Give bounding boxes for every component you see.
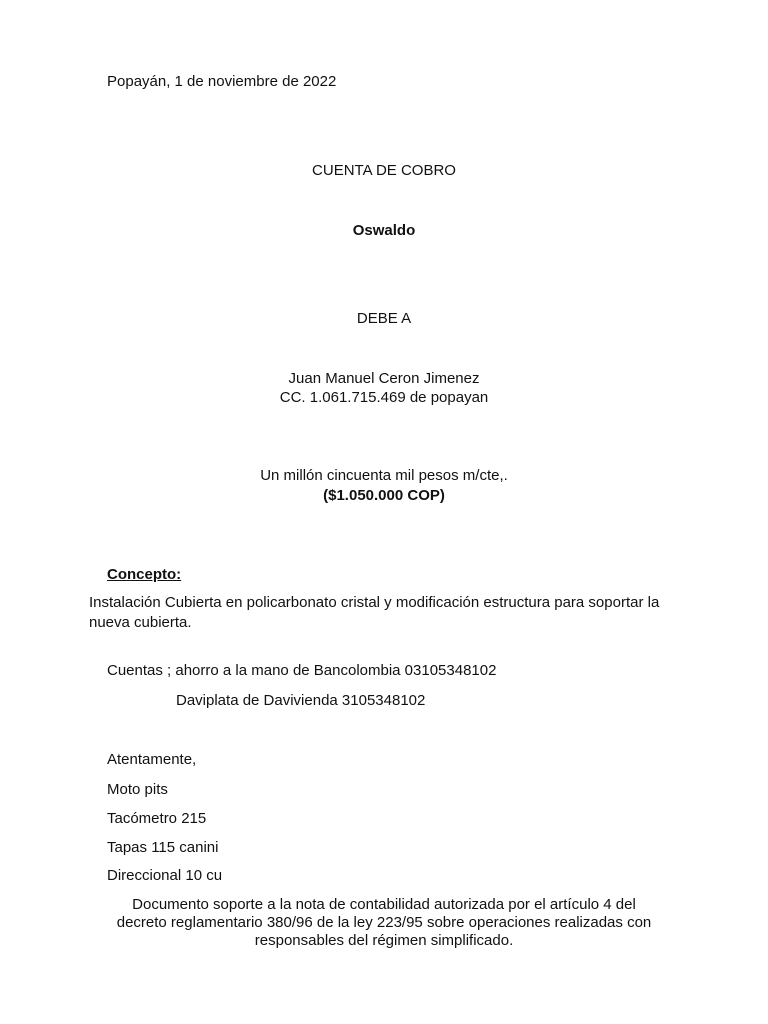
- closing-item: Tapas 115 canini: [107, 839, 219, 856]
- owes-to-label: DEBE A: [356, 310, 412, 327]
- place-date: Popayán, 1 de noviembre de 2022: [107, 73, 337, 90]
- debtor-name: Oswaldo: [352, 222, 416, 239]
- accounts-line-bancolombia: Cuentas ; ahorro a la mano de Bancolombia 03105348102: [107, 662, 497, 679]
- document-title: CUENTA DE COBRO: [312, 162, 456, 179]
- closing-salutation: Atentamente,: [107, 751, 197, 768]
- accounts-line-daviplata: Daviplata de Davivienda 3105348102: [176, 692, 426, 709]
- legal-footer-line: Documento soporte a la nota de contabilidad autorizada por el artículo 4 del: [132, 896, 636, 913]
- concept-label: Concepto:: [107, 566, 182, 583]
- legal-footer-note: [100, 896, 668, 950]
- creditor-id: CC. 1.061.715.469 de popayan: [279, 389, 489, 406]
- amount-words: Un millón cincuenta mil pesos m/cte,.: [260, 467, 508, 484]
- creditor-name: Juan Manuel Ceron Jimenez: [288, 370, 480, 387]
- closing-item: Direccional 10 cu: [107, 867, 223, 884]
- legal-footer-line: responsables del régimen simplificado.: [254, 932, 514, 949]
- legal-footer-line: decreto reglamentario 380/96 de la ley 223/95 sobre operaciones realizadas con: [116, 914, 652, 931]
- concept-text: Instalación Cubierta en policarbonato cristal y modificación estructura para soportar la nueva cubierta.: [89, 594, 660, 631]
- closing-item: Tacómetro 215: [107, 810, 207, 827]
- amount-figure: ($1.050.000 COP): [323, 487, 445, 504]
- closing-item: Moto pits: [107, 781, 168, 798]
